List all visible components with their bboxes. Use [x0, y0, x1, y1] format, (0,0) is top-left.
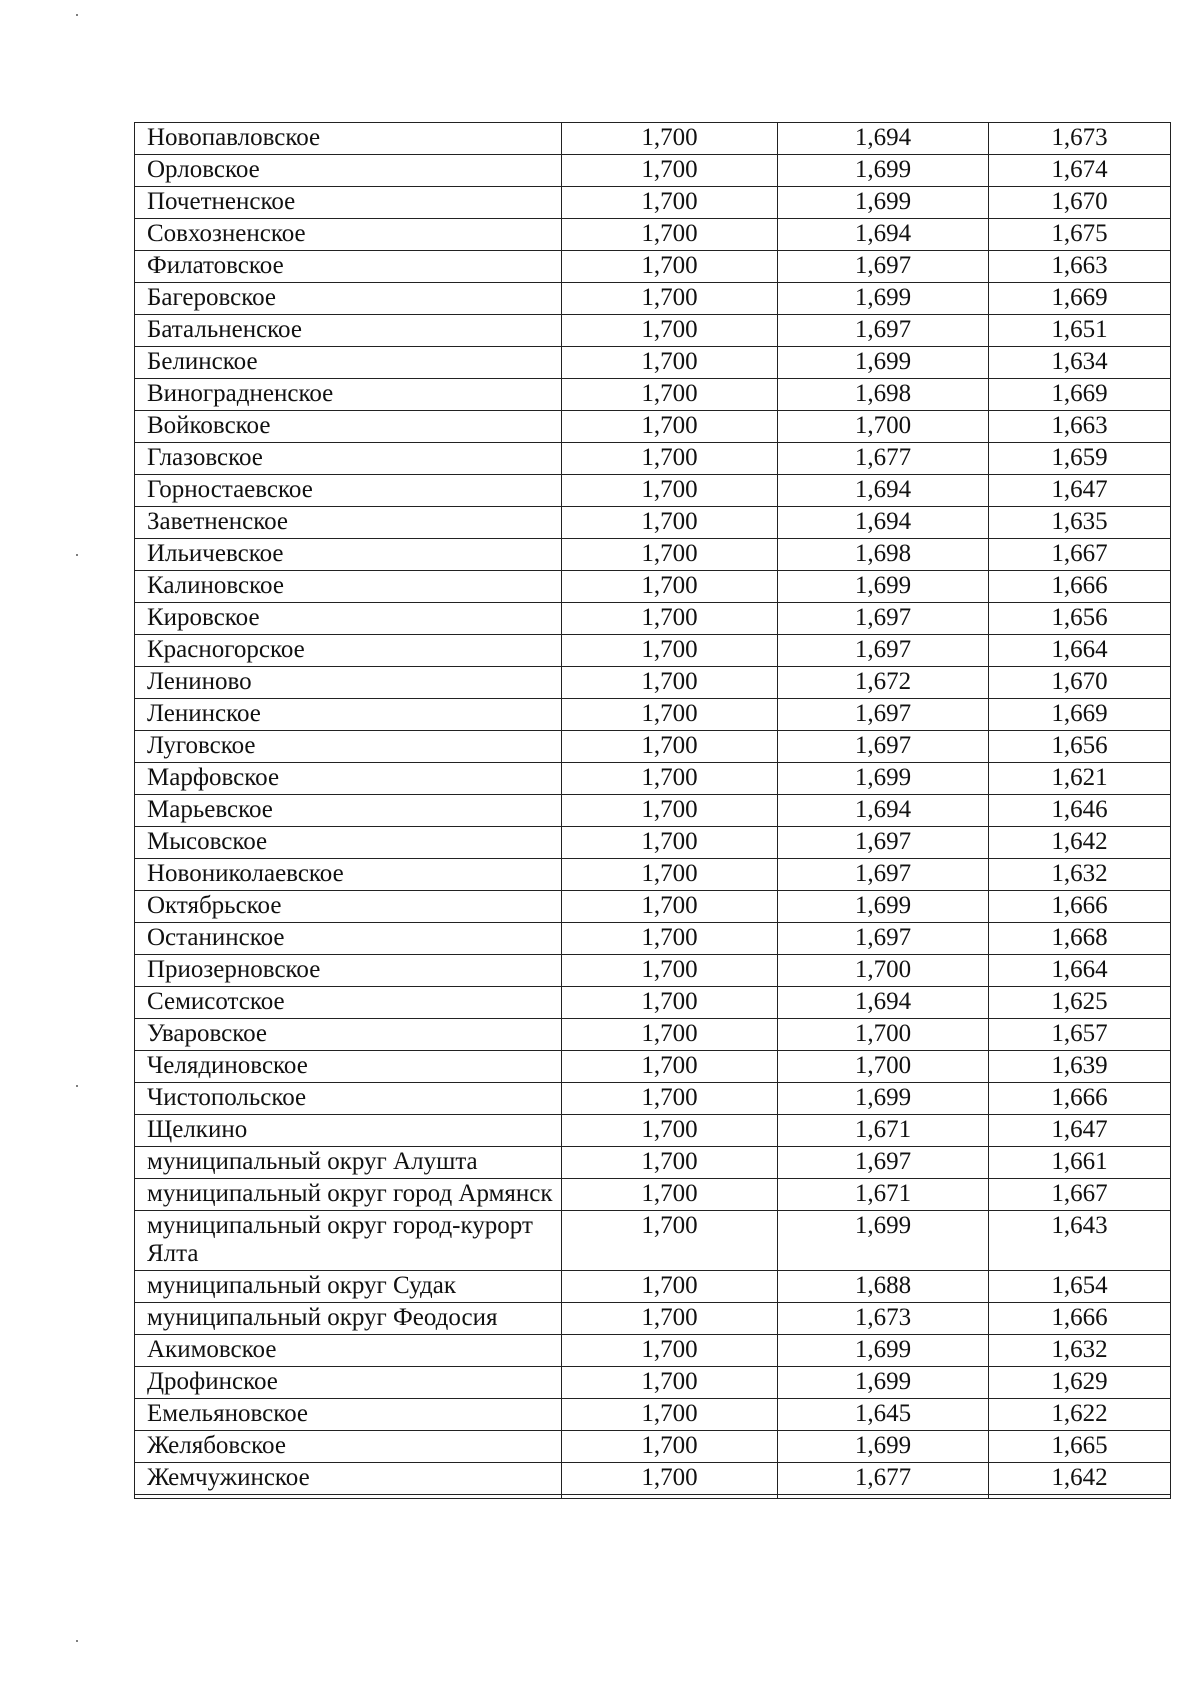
settlement-name-cell [135, 1495, 562, 1499]
value-cell-1: 1,700 [562, 635, 778, 667]
value-cell-2: 1,694 [778, 475, 989, 507]
value-cell-1: 1,700 [562, 1051, 778, 1083]
value-cell-2: 1,697 [778, 251, 989, 283]
settlement-name-cell: Филатовское [135, 251, 562, 283]
value-cell-1 [562, 1495, 778, 1499]
settlement-name-cell: Останинское [135, 923, 562, 955]
settlement-name-cell: Марфовское [135, 763, 562, 795]
value-cell-3: 1,664 [989, 635, 1171, 667]
settlement-name-cell: Новопавловское [135, 123, 562, 155]
value-cell-2: 1,697 [778, 923, 989, 955]
value-cell-2: 1,700 [778, 1051, 989, 1083]
value-cell-2: 1,698 [778, 539, 989, 571]
table-row [135, 731, 1171, 763]
value-cell-1: 1,700 [562, 315, 778, 347]
value-cell-3: 1,669 [989, 283, 1171, 315]
value-cell-2: 1,699 [778, 1431, 989, 1463]
value-cell-1: 1,700 [562, 219, 778, 251]
value-cell-3: 1,664 [989, 955, 1171, 987]
value-cell-1: 1,700 [562, 251, 778, 283]
value-cell-1: 1,700 [562, 123, 778, 155]
table-row [135, 379, 1171, 411]
value-cell-1: 1,700 [562, 187, 778, 219]
value-cell-3: 1,666 [989, 1303, 1171, 1335]
settlement-name-cell: Ильичевское [135, 539, 562, 571]
value-cell-3: 1,666 [989, 571, 1171, 603]
table-row [135, 155, 1171, 187]
value-cell-2: 1,699 [778, 1211, 989, 1271]
table-row [135, 795, 1171, 827]
value-cell-2: 1,672 [778, 667, 989, 699]
table-row [135, 1303, 1171, 1335]
value-cell-3: 1,643 [989, 1211, 1171, 1271]
value-cell-3: 1,651 [989, 315, 1171, 347]
settlement-name-cell: Емельяновское [135, 1399, 562, 1431]
value-cell-1: 1,700 [562, 283, 778, 315]
value-cell-1: 1,700 [562, 539, 778, 571]
settlement-name-cell: Багеровское [135, 283, 562, 315]
value-cell-2: 1,697 [778, 731, 989, 763]
scan-speck [76, 1085, 78, 1087]
settlement-name-cell: Уваровское [135, 1019, 562, 1051]
value-cell-1: 1,700 [562, 1399, 778, 1431]
table-row [135, 251, 1171, 283]
settlement-name-cell: Войковское [135, 411, 562, 443]
value-cell-1: 1,700 [562, 1335, 778, 1367]
value-cell-3: 1,663 [989, 251, 1171, 283]
value-cell-1: 1,700 [562, 1179, 778, 1211]
value-cell-1: 1,700 [562, 347, 778, 379]
value-cell-3: 1,657 [989, 1019, 1171, 1051]
value-cell-1: 1,700 [562, 1303, 778, 1335]
value-cell-1: 1,700 [562, 795, 778, 827]
value-cell-3: 1,665 [989, 1431, 1171, 1463]
settlement-name-cell: Виноградненское [135, 379, 562, 411]
value-cell-2: 1,697 [778, 635, 989, 667]
settlement-name-cell: Семисотское [135, 987, 562, 1019]
value-cell-1: 1,700 [562, 763, 778, 795]
value-cell-3: 1,622 [989, 1399, 1171, 1431]
value-cell-2: 1,694 [778, 987, 989, 1019]
value-cell-2: 1,697 [778, 1147, 989, 1179]
settlement-name-cell: Лениново [135, 667, 562, 699]
value-cell-3: 1,635 [989, 507, 1171, 539]
settlement-name-cell: Красногорское [135, 635, 562, 667]
scan-speck [76, 14, 78, 16]
value-cell-3: 1,659 [989, 443, 1171, 475]
value-cell-3 [989, 1495, 1171, 1499]
table-row [135, 1083, 1171, 1115]
settlement-name-cell: Ленинское [135, 699, 562, 731]
table-row [135, 187, 1171, 219]
value-cell-3: 1,670 [989, 187, 1171, 219]
value-cell-1: 1,700 [562, 603, 778, 635]
value-cell-2: 1,645 [778, 1399, 989, 1431]
value-cell-3: 1,661 [989, 1147, 1171, 1179]
settlement-name-cell: Октябрьское [135, 891, 562, 923]
value-cell-3: 1,656 [989, 603, 1171, 635]
value-cell-1: 1,700 [562, 1115, 778, 1147]
table-row [135, 699, 1171, 731]
value-cell-2: 1,699 [778, 763, 989, 795]
value-cell-2: 1,700 [778, 411, 989, 443]
value-cell-1: 1,700 [562, 1431, 778, 1463]
value-cell-1: 1,700 [562, 475, 778, 507]
settlement-name-cell: Заветненское [135, 507, 562, 539]
value-cell-2: 1,694 [778, 219, 989, 251]
value-cell-2: 1,694 [778, 507, 989, 539]
table-row [135, 571, 1171, 603]
value-cell-3: 1,667 [989, 539, 1171, 571]
value-cell-3: 1,629 [989, 1367, 1171, 1399]
table-row [135, 1179, 1171, 1211]
table-row [135, 827, 1171, 859]
scan-speck [76, 554, 78, 556]
value-cell-2: 1,698 [778, 379, 989, 411]
value-cell-3: 1,642 [989, 1463, 1171, 1495]
value-cell-3: 1,666 [989, 891, 1171, 923]
table-row [135, 475, 1171, 507]
value-cell-2: 1,673 [778, 1303, 989, 1335]
value-cell-1: 1,700 [562, 1211, 778, 1271]
value-cell-2: 1,697 [778, 859, 989, 891]
value-cell-3: 1,642 [989, 827, 1171, 859]
table-row [135, 1367, 1171, 1399]
table-row [135, 539, 1171, 571]
table-row [135, 1399, 1171, 1431]
value-cell-3: 1,668 [989, 923, 1171, 955]
value-cell-2: 1,699 [778, 891, 989, 923]
value-cell-2: 1,699 [778, 1335, 989, 1367]
table-row [135, 763, 1171, 795]
settlement-name-cell: Мысовское [135, 827, 562, 859]
value-cell-1: 1,700 [562, 443, 778, 475]
settlement-name-cell: муниципальный округ город Армянск [135, 1179, 562, 1211]
value-cell-3: 1,647 [989, 1115, 1171, 1147]
table-row [135, 507, 1171, 539]
settlement-name-cell: Дрофинское [135, 1367, 562, 1399]
settlement-name-cell: Жемчужинское [135, 1463, 562, 1495]
table-row [135, 411, 1171, 443]
table-row [135, 443, 1171, 475]
value-cell-1: 1,700 [562, 891, 778, 923]
value-cell-1: 1,700 [562, 1147, 778, 1179]
value-cell-1: 1,700 [562, 1083, 778, 1115]
value-cell-2: 1,699 [778, 187, 989, 219]
value-cell-2: 1,697 [778, 315, 989, 347]
value-cell-2: 1,699 [778, 1367, 989, 1399]
table-row [135, 1019, 1171, 1051]
settlement-name-cell: Акимовское [135, 1335, 562, 1367]
table-row [135, 219, 1171, 251]
value-cell-2: 1,688 [778, 1271, 989, 1303]
table-row [135, 1431, 1171, 1463]
value-cell-1: 1,700 [562, 507, 778, 539]
value-cell-1: 1,700 [562, 1463, 778, 1495]
value-cell-3: 1,669 [989, 699, 1171, 731]
settlement-name-cell: муниципальный округ Судак [135, 1271, 562, 1303]
table-row [135, 283, 1171, 315]
value-cell-3: 1,654 [989, 1271, 1171, 1303]
value-cell-2: 1,671 [778, 1115, 989, 1147]
value-cell-3: 1,669 [989, 379, 1171, 411]
value-cell-1: 1,700 [562, 379, 778, 411]
value-cell-2 [778, 1495, 989, 1499]
table-row [135, 315, 1171, 347]
table-row [135, 635, 1171, 667]
value-cell-2: 1,694 [778, 795, 989, 827]
value-cell-2: 1,699 [778, 1083, 989, 1115]
table-row [135, 123, 1171, 155]
value-cell-1: 1,700 [562, 731, 778, 763]
value-cell-1: 1,700 [562, 1019, 778, 1051]
value-cell-1: 1,700 [562, 1367, 778, 1399]
settlement-name-cell: Белинское [135, 347, 562, 379]
table-row [135, 1211, 1171, 1271]
value-cell-1: 1,700 [562, 1271, 778, 1303]
settlement-name-cell: Совхозненское [135, 219, 562, 251]
table-row [135, 667, 1171, 699]
value-cell-1: 1,700 [562, 955, 778, 987]
value-cell-1: 1,700 [562, 923, 778, 955]
value-cell-1: 1,700 [562, 571, 778, 603]
value-cell-3: 1,634 [989, 347, 1171, 379]
table-row [135, 603, 1171, 635]
settlement-name-cell: Щелкино [135, 1115, 562, 1147]
value-cell-3: 1,639 [989, 1051, 1171, 1083]
value-cell-1: 1,700 [562, 667, 778, 699]
value-cell-3: 1,646 [989, 795, 1171, 827]
settlement-name-cell: Почетненское [135, 187, 562, 219]
value-cell-2: 1,699 [778, 347, 989, 379]
settlement-name-cell: Батальненское [135, 315, 562, 347]
settlement-name-cell: Луговское [135, 731, 562, 763]
table-row [135, 1271, 1171, 1303]
value-cell-1: 1,700 [562, 699, 778, 731]
value-cell-2: 1,699 [778, 155, 989, 187]
value-cell-3: 1,663 [989, 411, 1171, 443]
value-cell-1: 1,700 [562, 411, 778, 443]
table-row [135, 1495, 1171, 1499]
value-cell-3: 1,647 [989, 475, 1171, 507]
value-cell-3: 1,625 [989, 987, 1171, 1019]
value-cell-2: 1,671 [778, 1179, 989, 1211]
settlement-name-cell: Калиновское [135, 571, 562, 603]
value-cell-2: 1,699 [778, 283, 989, 315]
settlement-name-cell: Орловское [135, 155, 562, 187]
table-row [135, 1051, 1171, 1083]
settlement-name-cell: Желябовское [135, 1431, 562, 1463]
value-cell-1: 1,700 [562, 987, 778, 1019]
value-cell-2: 1,699 [778, 571, 989, 603]
table-row [135, 987, 1171, 1019]
settlement-name-cell: Приозерновское [135, 955, 562, 987]
table-row [135, 891, 1171, 923]
value-cell-3: 1,656 [989, 731, 1171, 763]
value-cell-2: 1,700 [778, 955, 989, 987]
settlement-name-cell: Чистопольское [135, 1083, 562, 1115]
data-table [134, 122, 1171, 1499]
value-cell-3: 1,632 [989, 1335, 1171, 1367]
table-row [135, 1335, 1171, 1367]
settlement-name-cell: Горностаевское [135, 475, 562, 507]
table-row [135, 1115, 1171, 1147]
value-cell-3: 1,670 [989, 667, 1171, 699]
table-row [135, 347, 1171, 379]
table-row [135, 859, 1171, 891]
value-cell-1: 1,700 [562, 827, 778, 859]
settlement-name-cell: Кировское [135, 603, 562, 635]
settlement-name-cell: муниципальный округ город-курорт Ялта [135, 1211, 562, 1271]
value-cell-3: 1,673 [989, 123, 1171, 155]
value-cell-3: 1,666 [989, 1083, 1171, 1115]
settlement-name-cell: Глазовское [135, 443, 562, 475]
value-cell-2: 1,697 [778, 699, 989, 731]
value-cell-1: 1,700 [562, 155, 778, 187]
table-row [135, 1147, 1171, 1179]
value-cell-3: 1,674 [989, 155, 1171, 187]
value-cell-2: 1,677 [778, 1463, 989, 1495]
value-cell-1: 1,700 [562, 859, 778, 891]
value-cell-3: 1,675 [989, 219, 1171, 251]
value-cell-3: 1,621 [989, 763, 1171, 795]
settlement-name-cell: Челядиновское [135, 1051, 562, 1083]
value-cell-2: 1,700 [778, 1019, 989, 1051]
table-body [135, 123, 1171, 1499]
value-cell-2: 1,697 [778, 827, 989, 859]
value-cell-3: 1,667 [989, 1179, 1171, 1211]
table-row [135, 923, 1171, 955]
settlement-name-cell: муниципальный округ Алушта [135, 1147, 562, 1179]
value-cell-2: 1,697 [778, 603, 989, 635]
scan-speck [76, 1640, 78, 1642]
value-cell-2: 1,677 [778, 443, 989, 475]
table-row [135, 955, 1171, 987]
table-row [135, 1463, 1171, 1495]
settlement-name-cell: муниципальный округ Феодосия [135, 1303, 562, 1335]
settlement-name-cell: Марьевское [135, 795, 562, 827]
value-cell-2: 1,694 [778, 123, 989, 155]
settlement-name-cell: Новониколаевское [135, 859, 562, 891]
value-cell-3: 1,632 [989, 859, 1171, 891]
